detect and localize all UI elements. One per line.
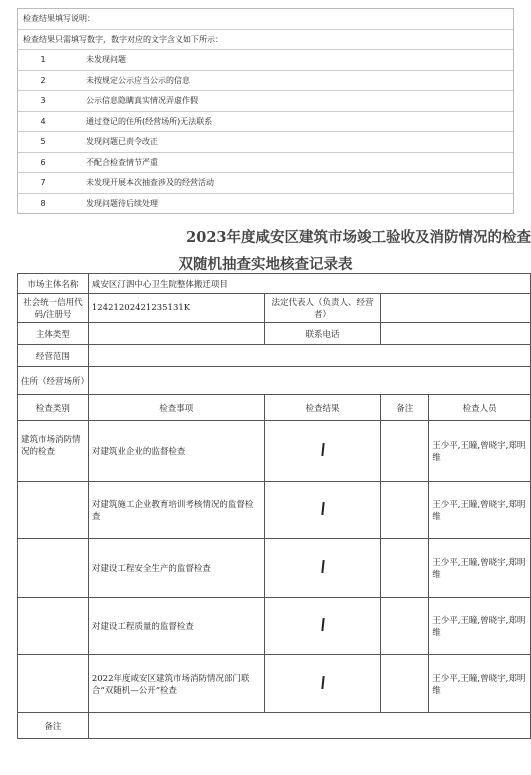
footer-remark-label: 备注 <box>18 713 89 739</box>
legend-item: 8 发现问题待后续处理 <box>18 193 513 214</box>
table-row <box>18 482 531 539</box>
result-mark <box>321 675 324 688</box>
header-item: 检查事项 <box>88 395 264 421</box>
remark-cell <box>381 598 429 655</box>
item-cell: 对建筑施工企业教育培训考核情况的监督检查 <box>88 482 264 539</box>
result-mark <box>321 502 324 515</box>
inspector-cell: 王少平,王瞳,曾晓宇,郑明维 <box>429 598 531 655</box>
inspector-cell: 王少平,王瞳,曾晓宇,郑明维 <box>429 482 531 539</box>
legend-item: 3 公示信息隐瞒真实情况弄虚作假 <box>18 90 513 111</box>
footer-row <box>18 713 531 739</box>
result-cell <box>264 655 381 713</box>
legal-rep-label: 法定代表人（负责人、经营者） <box>264 294 381 323</box>
inspector-cell: 王少平,王瞳,曾晓宇,郑明维 <box>429 421 531 482</box>
legal-rep-value <box>381 294 531 323</box>
item-cell: 对建设工程安全生产的监督检查 <box>88 539 264 598</box>
header-result: 检查结果 <box>264 395 381 421</box>
result-mark <box>321 560 324 573</box>
result-legend <box>17 8 514 214</box>
address-label: 住所（经营场所） <box>18 367 89 395</box>
inspector-cell: 王少平,王瞳,曾晓宇,郑明维 <box>429 655 531 713</box>
category-cell <box>18 539 89 598</box>
scope-row <box>18 345 531 367</box>
legend-item: 5 发现问题已责令改正 <box>18 131 513 152</box>
address-value <box>88 367 530 395</box>
result-cell <box>264 421 381 482</box>
table-row <box>18 598 531 655</box>
remark-cell <box>381 482 429 539</box>
table-row <box>18 655 531 713</box>
scope-value <box>88 345 530 367</box>
phone-value <box>381 323 531 345</box>
item-cell: 对建筑业企业的监督检查 <box>88 421 264 482</box>
legend-item: 7 未发现开展本次抽查涉及的经营活动 <box>18 172 513 193</box>
result-cell <box>264 598 381 655</box>
remark-cell <box>381 655 429 713</box>
address-row <box>18 367 531 395</box>
item-cell: 2022年度咸安区建筑市场消防情况部门联合“双随机—公开”检查 <box>88 655 264 713</box>
table-row <box>18 421 531 482</box>
header-category: 检查类别 <box>18 395 89 421</box>
header-row <box>18 395 531 421</box>
legend-header-2: 检查结果只需填写数字，数字对应的文字含义如下所示： <box>18 29 513 50</box>
inspection-record-table <box>17 273 531 739</box>
legend-item: 6 不配合检查情节严重 <box>18 152 513 173</box>
type-label: 主体类型 <box>18 323 89 345</box>
type-row <box>18 323 531 345</box>
category-cell <box>18 598 89 655</box>
legend-header-1: 检查结果填写说明： <box>23 14 95 24</box>
table-row <box>18 539 531 598</box>
document-title-line-2: 双随机抽查实地核查记录表 <box>178 256 353 273</box>
credit-label: 社会统一信用代码/注册号 <box>18 294 89 323</box>
item-cell: 对建设工程质量的监督检查 <box>88 598 264 655</box>
credit-row <box>18 294 531 323</box>
result-mark <box>321 618 324 631</box>
category-value: 建筑市场消防情况的检查 <box>18 421 89 482</box>
subject-label: 市场主体名称 <box>18 274 89 294</box>
scope-label: 经营范围 <box>18 345 89 367</box>
remark-cell <box>381 421 429 482</box>
type-value <box>88 323 264 345</box>
legend-item: 4 通过登记的住所(经营场所)无法联系 <box>18 111 513 132</box>
category-cell <box>18 655 89 713</box>
category-cell <box>18 482 89 539</box>
footer-remark-value <box>88 713 530 739</box>
subject-value: 咸安区汀泗中心卫生院整体搬迁项目 <box>88 274 530 294</box>
legend-item: 1 未发现问题 <box>18 49 513 70</box>
header-inspector: 检查人员 <box>429 395 531 421</box>
subject-row <box>18 274 531 294</box>
result-mark <box>321 443 324 456</box>
legend-item: 2 未按规定公示应当公示的信息 <box>18 70 513 91</box>
result-cell <box>264 539 381 598</box>
credit-value: 12421202421235131K <box>88 294 264 323</box>
header-remark: 备注 <box>381 395 429 421</box>
result-cell <box>264 482 381 539</box>
inspector-cell: 王少平,王瞳,曾晓宇,郑明维 <box>429 539 531 598</box>
phone-label: 联系电话 <box>264 323 381 345</box>
remark-cell <box>381 539 429 598</box>
document-title-line-1: 2023年度咸安区建筑市场竣工验收及消防情况的检查 <box>186 229 531 246</box>
